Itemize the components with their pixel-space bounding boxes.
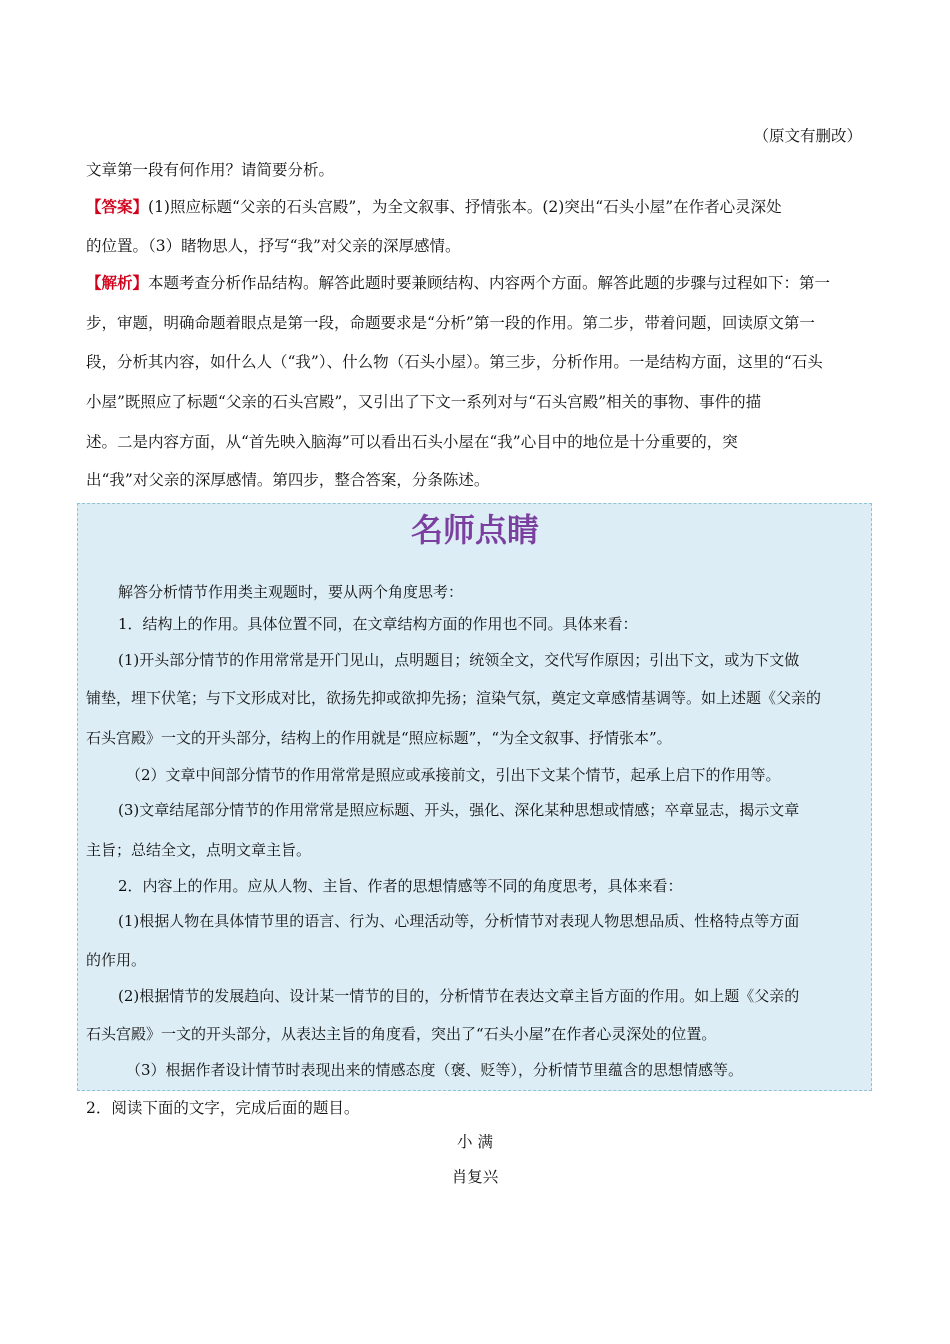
- tips-title: 名师点睛: [410, 511, 539, 549]
- answer-text-1: (1)照应标题“父亲的石头宫殿”，为全文叙事、抒情张本。(2)突出“石头小屋”在作者心灵深处: [148, 198, 782, 216]
- tip-line: 解答分析情节作用类主观题时，要从两个角度思考：: [118, 583, 464, 601]
- tip-line: 的作用。: [86, 951, 147, 969]
- article-title: 小 满: [457, 1133, 493, 1151]
- tip-line: 铺垫，埋下伏笔；与下文形成对比，欲扬先抑或欲抑先扬；渲染气氛，奠定文章感情基调等。如上述题《父亲的: [86, 689, 822, 707]
- tip-line: 石头宫殿》一文的开头部分，结构上的作用就是“照应标题”，“为全文叙事、抒情张本”。: [86, 729, 672, 747]
- analysis-line-4: 小屋”既照应了标题“父亲的石头宫殿”，又引出了下文一系列对与“石头宫殿”相关的事物、事件的描: [86, 393, 762, 411]
- question-text: 文章第一段有何作用？请简要分析。: [86, 161, 335, 179]
- analysis-line-5: 述。二是内容方面，从“首先映入脑海”可以看出石头小屋在“我”心目中的地位是十分重要的，突: [86, 433, 738, 451]
- analysis-line-6: 出“我”对父亲的深厚感情。第四步，整合答案，分条陈述。: [86, 471, 490, 489]
- next-question-prompt: 2．阅读下面的文字，完成后面的题目。: [86, 1099, 360, 1117]
- tip-line: (1)根据人物在具体情节里的语言、行为、心理活动等，分析情节对表现人物思想品质、性格特点等方面: [118, 912, 800, 930]
- answer-line-1: [86, 197, 782, 217]
- analysis-line-3: 段，分析其内容，如什么人（“我”）、什么物（石头小屋）。第三步，分析作用。一是结构方面，这里的“石头: [86, 353, 823, 371]
- answer-tag: 【答案】: [86, 197, 149, 216]
- tip-line: （3）根据作者设计情节时表现出来的情感态度（褒、贬等），分析情节里蕴含的思想情感等。: [126, 1061, 744, 1079]
- source-note: （原文有删改）: [753, 127, 862, 145]
- article-author: 肖复兴: [451, 1168, 499, 1186]
- tip-line: 1．结构上的作用。具体位置不同，在文章结构方面的作用也不同。具体来看：: [118, 615, 638, 633]
- analysis-text-1: 本题考查分析作品结构。解答此题时要兼顾结构、内容两个方面。解答此题的步骤与过程如下：第一: [148, 274, 831, 292]
- analysis-line-1: [86, 273, 830, 293]
- analysis-line-2: 步，审题，明确命题着眼点是第一段，命题要求是“分析”第一段的作用。第二步，带着问题，回读原文第一: [86, 314, 815, 332]
- tip-line: (3)文章结尾部分情节的作用常常是照应标题、开头，强化、深化某种思想或情感；卒章显志，揭示文章: [118, 801, 800, 819]
- tip-line: (2)根据情节的发展趋向、设计某一情节的目的，分析情节在表达文章主旨方面的作用。如上题《父亲的: [118, 987, 800, 1005]
- answer-line-2: 的位置。（3）睹物思人，抒写“我”对父亲的深厚感情。: [86, 237, 461, 255]
- analysis-tag: 【解析】: [86, 273, 149, 292]
- tip-line: 2．内容上的作用。应从人物、主旨、作者的思想情感等不同的角度思考，具体来看：: [118, 877, 683, 895]
- tip-line: （2）文章中间部分情节的作用常常是照应或承接前文，引出下文某个情节，起承上启下的作用等。: [126, 766, 781, 784]
- tip-line: 石头宫殿》一文的开头部分，从表达主旨的角度看，突出了“石头小屋”在作者心灵深处的位置。: [86, 1025, 717, 1043]
- tip-line: (1)开头部分情节的作用常常是开门见山，点明题目；统领全文，交代写作原因；引出下文，或为下文做: [118, 651, 800, 669]
- tip-line: 主旨；总结全文，点明文章主旨。: [86, 841, 312, 859]
